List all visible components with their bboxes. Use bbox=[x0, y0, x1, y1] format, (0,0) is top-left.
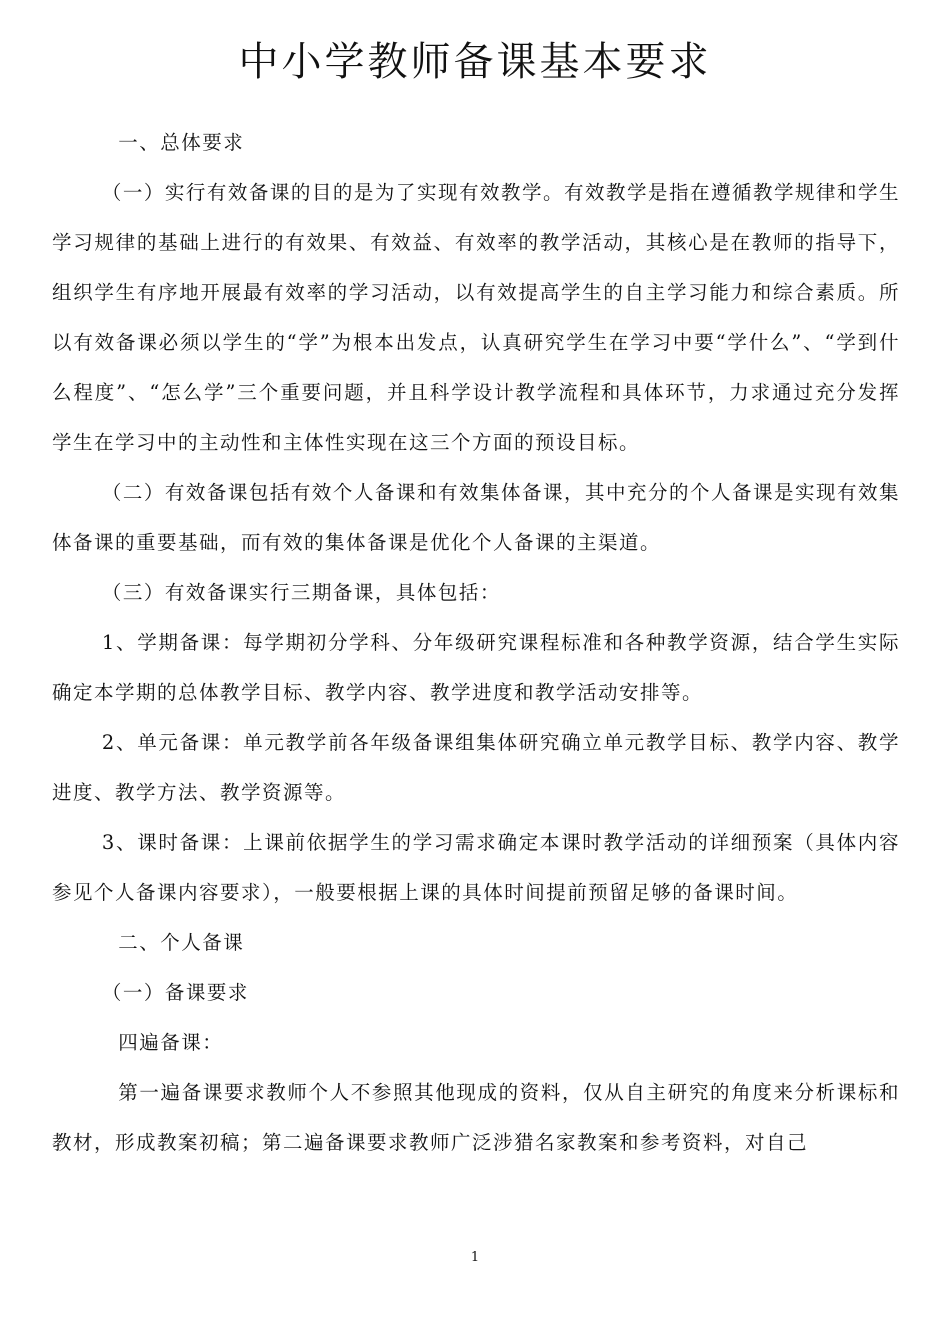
list-item-semester-prep: 1、学期备课：每学期初分学科、分年级研究课程标准和各种教学资源，结合学生实际确定本学期的总体教学目标、教学内容、教学进度和教学活动安排等。 bbox=[52, 631, 900, 704]
section-heading-individual: 二、个人备课 bbox=[118, 931, 245, 954]
paragraph-purpose: （一）实行有效备课的目的是为了实现有效教学。有效教学是指在遵循教学规律和学生学习规律的基础上进行的有效果、有效益、有效率的教学活动，其核心是在教师的指导下，组织学生有序地开展最有效率的学习活动，以有效提高学生的自主学习能力和综合素质。所以有效备课必须以学生的“学”为根本出发点，认真研究学生在学习中要“学什么”、“学到什么程度”、“怎么学”三个重要问题，并且科学设计教学流程和具体环节，力求通过充分发挥学生在学习中的主动性和主体性实现在这三个方面的预设目标。 bbox=[52, 181, 900, 454]
paragraph-scope: （二）有效备课包括有效个人备课和有效集体备课，其中充分的个人备课是实现有效集体备课的重要基础，而有效的集体备课是优化个人备课的主渠道。 bbox=[52, 481, 900, 554]
document-body bbox=[52, 118, 900, 1168]
subsection-heading-requirements: （一）备课要求 bbox=[101, 981, 249, 1004]
page-number: 1 bbox=[470, 1250, 480, 1265]
subheading-four-passes: 四遍备课： bbox=[118, 1031, 224, 1054]
paragraph-three-phases: （三）有效备课实行三期备课，具体包括： bbox=[101, 581, 501, 604]
list-item-unit-prep: 2、单元备课：单元教学前各年级备课组集体研究确立单元教学目标、教学内容、教学进度、教学方法、教学资源等。 bbox=[52, 731, 900, 804]
list-item-lesson-prep: 3、课时备课：上课前依据学生的学习需求确定本课时教学活动的详细预案（具体内容参见个人备课内容要求），一般要根据上课的具体时间提前预留足够的备课时间。 bbox=[52, 831, 900, 904]
section-heading-overall: 一、总体要求 bbox=[118, 131, 245, 154]
document-title: 中小学教师备课基本要求 bbox=[238, 39, 712, 85]
paragraph-four-passes-detail: 第一遍备课要求教师个人不参照其他现成的资料，仅从自主研究的角度来分析课标和教材，形成教案初稿；第二遍备课要求教师广泛涉猎名家教案和参考资料，对自己 bbox=[52, 1081, 900, 1154]
